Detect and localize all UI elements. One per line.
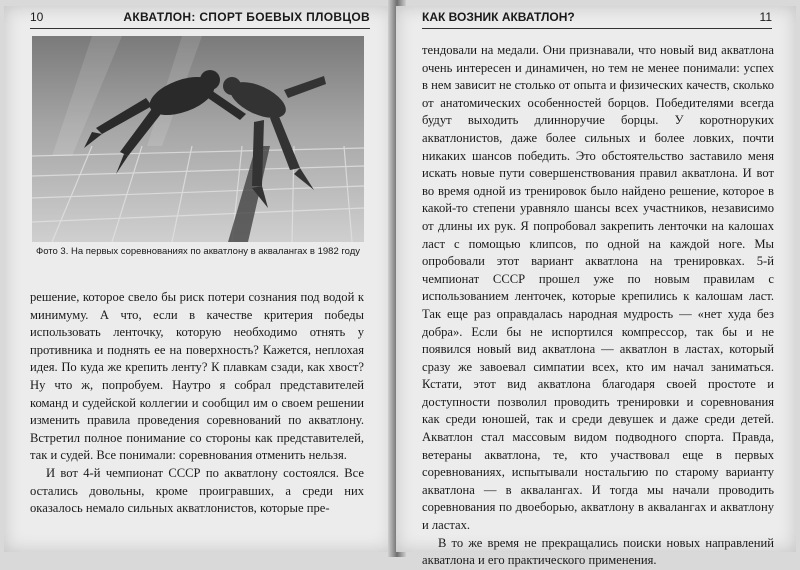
left-page-number: 10 (30, 10, 44, 24)
right-body-text (422, 42, 774, 570)
photo-caption: Фото 3. На первых соревнованиях по акватлону в аквалангах в 1982 году (35, 246, 361, 257)
right-paragraph: В то же время не прекращались поиски новых направлений акватлона и его практического применения. (422, 535, 774, 568)
right-page-number: 11 (759, 10, 772, 24)
right-running-head (422, 8, 772, 29)
left-paragraph: И вот 4-й чемпионат СССР по акватлону состоялся. Все остались довольны, кроме проигравших, а среди них оказалось немало сильных акватлонистов, которые пре- (30, 465, 364, 516)
left-running-head (30, 8, 370, 29)
left-page (4, 6, 394, 552)
left-paragraph: решение, которое свело бы риск потери сознания под водой к минимуму. А что, если в качестве критерия победы использовать ленточку, которую необходимо отнять у противника и поднять ее на поверхность? Кажется, неплохая идея. По куда же крепить ленту? К плавкам сзади, как хвост? Ну что ж, попробуем. Наутро я собрал представителей команд и судейской коллегии и сообщил им о своем решении изменить правила проведения соревнований по акватлону. Встретил полное понимание со стороны как представителей, так и судей. Все понимали: соревнования отменить нельзя. (30, 290, 364, 463)
right-page (396, 6, 796, 568)
left-running-title: АКВАТЛОН: СПОРТ БОЕВЫХ ПЛОВЦОВ (123, 10, 370, 24)
right-running-title: КАК ВОЗНИК АКВАТЛОН? (422, 10, 575, 24)
left-body-text (30, 289, 364, 518)
photo-underwater-wrestlers (32, 36, 364, 242)
right-paragraph: тендовали на медали. Они признавали, что новый вид акватлона очень интересен и динамичен, но тем не менее понимали: успех в нем зависит не столько от опыта и физических качеств, сколько от анатомических особенностей борцов. Победителями всегда будут выходить длинноручие борцы. У коротноруких акватлонистов, даже более сильных и более ловких, почти никаких шансов победить. Это обстоятельство заставило меня искать новые пути совершенствования правил акватлона. И вот во время одной из тренировок было найдено решение, которое в какой-то степени уравняло шансы всех участников, независимо от длины их рук. Я попробовал закрепить ленточки на калошах ласт с помощью клипсов, по одной на каждой ноге. Мы опробовали этот вариант акватлона на тренировках. 5-й чемпионат СССР прошел уже по новым правилам с использованием ленточек, которые крепились к калошам ласт. Так еще раз оправдалась народная мудрость — «нет худа без добра». Если бы не испортился компрессор, так бы и не появился новый вид акватлона — акватлон в ластах, который сразу же завоевал симпатии всех, кто им начал заниматься. Кстати, этот вид акватлона благодаря своей простоте и доступности позволил проводить тренировки и соревнования как среди юношей, так и среди девушек и даже среди детей. Акватлон стал массовым видом подводного спорта. Правда, ветераны акватлона, те, кто участвовал еще в первых соревнованиях, испытывали ностальгию по старому варианту акватлона — в аквалангах. И тогда мы начали проводить соревнования по двоеборью, акватлону в аквалангах и акватлону и ластах. (422, 43, 774, 533)
